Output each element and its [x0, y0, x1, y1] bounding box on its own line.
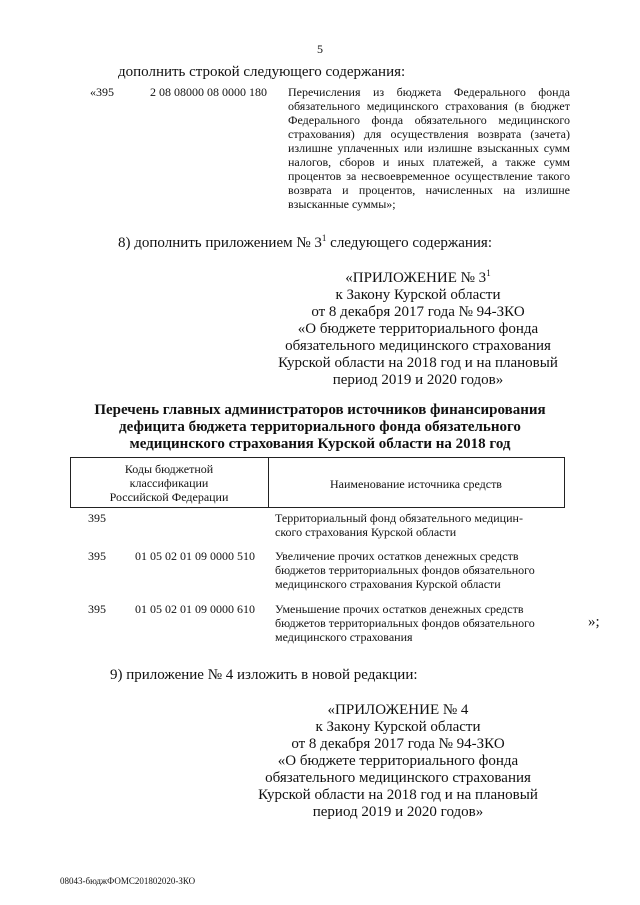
- item-8-suffix: следующего содержания:: [326, 235, 492, 251]
- first-row-text: Перечисления из бюджета Федерального фонда обязательного медицинского страхования (в бюджет Федерального фонда обязательного медицинского страхования) для осуществления возврата (зачета) излишне уплаченных или излишне взысканных сумм налогов, сборов и иных платежей, а также сумм процентов за несвоевременное осуществление такого возврата и процентов, начисленных на излишне взысканные суммы»;: [288, 85, 570, 211]
- table-row-2-code: 01 05 02 01 09 0000 510: [135, 549, 255, 563]
- table-row-3-name-line2: бюджетов территориальных фондов обязательного: [275, 616, 535, 630]
- appendix-4-line3: от 8 декабря 2017 года № 94-ЗКО: [291, 736, 505, 752]
- item-8: [118, 235, 492, 252]
- heading-line1: Перечень главных администраторов источников финансирования: [94, 402, 546, 418]
- intro-line: дополнить строкой следующего содержания:: [118, 64, 406, 80]
- appendix-3-line2: к Закону Курской области: [335, 287, 501, 303]
- table-row-2-name-line3: медицинского страхования Курской области: [275, 577, 501, 591]
- first-row-admin: «395: [90, 85, 114, 99]
- table-row-2-name-line2: бюджетов территориальных фондов обязательного: [275, 563, 535, 577]
- table-row-1-admin: 395: [88, 511, 106, 525]
- table-row-1-name-line2: ского страхования Курской области: [275, 525, 457, 539]
- header-codes-line2: классификации: [129, 476, 209, 490]
- appendix-3-title: [248, 270, 588, 287]
- table-heading: [60, 402, 580, 453]
- table-row-2-name: [275, 549, 575, 591]
- header-codes-line1: Коды бюджетной: [124, 462, 214, 476]
- item-8-sup: 1: [321, 233, 327, 243]
- first-row-code: 2 08 08000 08 0000 180: [150, 85, 267, 99]
- appendix-3-title-text: «ПРИЛОЖЕНИЕ № 3: [345, 270, 487, 286]
- appendix-3-line5: обязательного медицинского страхования: [285, 338, 551, 354]
- appendix-3-line3: от 8 декабря 2017 года № 94-ЗКО: [311, 304, 525, 320]
- appendix-4-line5: обязательного медицинского страхования: [265, 770, 531, 786]
- item-9: 9) приложение № 4 изложить в новой редакции:: [110, 667, 418, 683]
- table-header-codes: [70, 462, 268, 504]
- item-8-prefix: 8) дополнить приложением № 3: [118, 235, 322, 251]
- table-row-2-admin: 395: [88, 549, 106, 563]
- appendix-4-line6: Курской области на 2018 год и на плановый: [258, 787, 538, 803]
- table-closing-quote: »;: [588, 614, 600, 630]
- appendix-3-block: [248, 270, 588, 389]
- table-header-bottom-border: [70, 507, 565, 508]
- appendix-4-title: «ПРИЛОЖЕНИЕ № 4: [327, 702, 469, 718]
- table-row-1-name: [275, 511, 575, 539]
- footer-doc-id: 08043-бюджФОМС201802020-ЗКО: [60, 876, 196, 886]
- appendix-3-line4: «О бюджете территориального фонда: [297, 321, 539, 337]
- table-row-3-name: [275, 602, 575, 644]
- table-row-1-name-line1: Территориальный фонд обязательного медицин-: [275, 511, 523, 525]
- table-top-border: [70, 457, 565, 458]
- heading-line2: дефицита бюджета территориального фонда обязательного: [119, 419, 521, 435]
- appendix-4-block: [228, 702, 568, 821]
- table-right-border: [564, 457, 565, 508]
- table-row-3-name-line3: медицинского страхования: [275, 630, 413, 644]
- table-row-3-name-line1: Уменьшение прочих остатков денежных средств: [275, 602, 524, 616]
- heading-line3: медицинского страхования Курской области на 2018 год: [129, 436, 511, 452]
- table-row-2-name-line1: Увеличение прочих остатков денежных средств: [275, 549, 519, 563]
- header-codes-line3: Российской Федерации: [109, 490, 229, 504]
- appendix-3-title-sup: 1: [486, 268, 491, 278]
- appendix-4-line4: «О бюджете территориального фонда: [277, 753, 519, 769]
- table-header-name: Наименование источника средств: [330, 477, 502, 491]
- table-row-3-code: 01 05 02 01 09 0000 610: [135, 602, 255, 616]
- appendix-4-line2: к Закону Курской области: [315, 719, 481, 735]
- table-row-3-admin: 395: [88, 602, 106, 616]
- appendix-4-line7: период 2019 и 2020 годов»: [312, 804, 484, 820]
- page-number: 5: [317, 42, 323, 56]
- appendix-3-line7: период 2019 и 2020 годов»: [332, 372, 504, 388]
- appendix-3-line6: Курской области на 2018 год и на плановый: [278, 355, 558, 371]
